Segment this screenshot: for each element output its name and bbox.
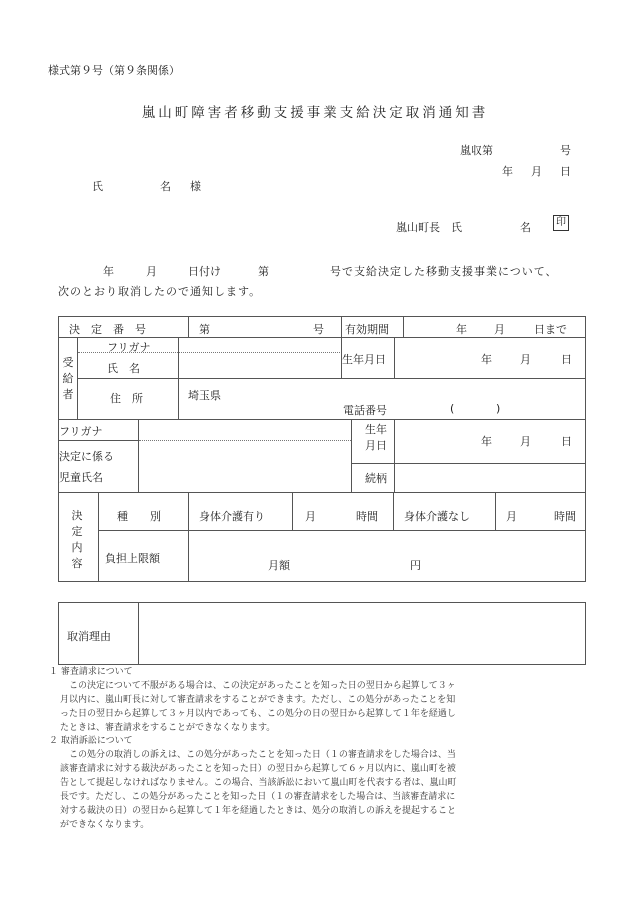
addressee-mei: 名 (160, 180, 171, 193)
birth-day: 日 (561, 353, 572, 366)
phone-paren-close: ) (496, 402, 501, 415)
child-birth-year: 年 (481, 435, 492, 448)
note-1-line-4: たときは、審査請求をすることができなくなります。 (60, 723, 276, 733)
child-label-line2: 児童氏名 (59, 471, 103, 484)
decision-content-label: 決定内容 (71, 509, 83, 570)
valid-period-label: 有効期間 (345, 323, 389, 336)
note-1-line-3: った日の翌日から起算して３ヶ月以内であっても、この処分の日の翌日から起算して１年を経過し (60, 709, 456, 719)
with-care-hours: 時間 (356, 510, 378, 523)
doc-date-year: 年 (502, 165, 513, 178)
document-number-suffix: 号 (560, 144, 571, 157)
doc-date-month: 月 (531, 165, 542, 178)
addressee-sama: 様 (190, 180, 201, 193)
furigana-label: フリガナ (107, 341, 151, 354)
form-label: 様式第９号（第９条関係） (48, 64, 180, 77)
note-2-title: ２ 取消訴訟について (49, 736, 133, 746)
child-birth-day: 日 (561, 435, 572, 448)
child-furigana-label: フリガナ (59, 425, 103, 438)
intro-month: 月 (146, 265, 157, 278)
recipient-label: 受給者 (62, 356, 74, 401)
note-2-line-1: この処分の取消しの訴えは、この処分があったことを知った日（１の審査請求をした場合は、当 (60, 750, 456, 760)
address-value: 埼玉県 (188, 389, 221, 402)
doc-date-day: 日 (560, 165, 571, 178)
birth-month: 月 (520, 353, 531, 366)
child-label-line1: 決定に係る (59, 450, 114, 463)
birth-year: 年 (481, 353, 492, 366)
intro-dai: 第 (258, 265, 269, 278)
note-1-line-2: 月以内に、嵐山町長に対して審査請求をすることができます。ただし、この処分があったことを知 (60, 695, 456, 705)
valid-until-year: 年 (456, 323, 467, 336)
note-1-line-1: この決定について不服がある場合は、この決定があったことを知った日の翌日から起算して３ヶ (60, 681, 456, 691)
without-care-hours: 時間 (554, 510, 576, 523)
without-care-label: 身体介護なし (404, 510, 470, 523)
note-1-title: １ 審査請求について (49, 667, 133, 677)
yen-label: 円 (410, 559, 421, 572)
note-2-line-6: ができなくなります。 (60, 820, 150, 830)
note-2-line-2: 該審査請求に対する裁決があったことを知った日）の翌日から起算して６ヶ月以内に、嵐山町を被 (60, 764, 456, 774)
seal-mark: 印 (553, 215, 569, 231)
valid-until-day: 日まで (534, 323, 567, 336)
child-birth-label-line2: 月日 (365, 439, 387, 452)
type-label: 種 別 (117, 510, 161, 523)
relation-label: 続柄 (365, 472, 387, 485)
intro-year: 年 (103, 265, 114, 278)
decision-number-suffix: 号 (313, 323, 324, 336)
intro-line-2: 次のとおり取消したので通知します。 (58, 285, 262, 298)
phone-label: 電話番号 (343, 404, 387, 417)
note-2-line-5: 対する裁決の日）の翌日から起算して１年を経過したときは、処分の取消しの訴えを提起すること (60, 806, 457, 816)
intro-date-suffix: 日付け (188, 265, 221, 278)
document-number-prefix: 嵐収第 (460, 144, 493, 157)
addressee-shi: 氏 (92, 180, 103, 193)
child-birth-label-line1: 生年 (365, 423, 387, 436)
intro-text: 号で支給決定した移動支援事業について、 (330, 265, 558, 278)
note-2-line-3: 告として提起しなければなりません。この場合、当該訴訟において嵐山町を代表する者は、嵐山町 (60, 778, 457, 788)
child-birth-month: 月 (520, 435, 531, 448)
with-care-label: 身体介護有り (199, 510, 265, 523)
issuer: 嵐山町長 氏 (396, 221, 462, 234)
cancel-reason-label: 取消理由 (67, 630, 111, 643)
decision-number-prefix: 第 (199, 323, 210, 336)
note-2-line-4: 長です。ただし、この処分があったことを知った日（１の審査請求をした場合は、当該審査請求に (60, 792, 456, 802)
name-label: 氏 名 (107, 362, 140, 375)
document-title: 嵐山町障害者移動支援事業支給決定取消通知書 (141, 105, 489, 121)
monthly-label: 月額 (268, 559, 290, 572)
issuer-name: 名 (520, 221, 531, 234)
valid-until-month: 月 (494, 323, 505, 336)
without-care-month: 月 (506, 510, 517, 523)
decision-number-label: 決 定 番 号 (69, 323, 146, 336)
with-care-month: 月 (305, 510, 316, 523)
birth-date-label: 生年月日 (342, 353, 386, 366)
address-label: 住 所 (110, 392, 143, 405)
phone-paren-open: ( (450, 402, 455, 415)
burden-limit-label: 負担上限額 (105, 552, 160, 565)
